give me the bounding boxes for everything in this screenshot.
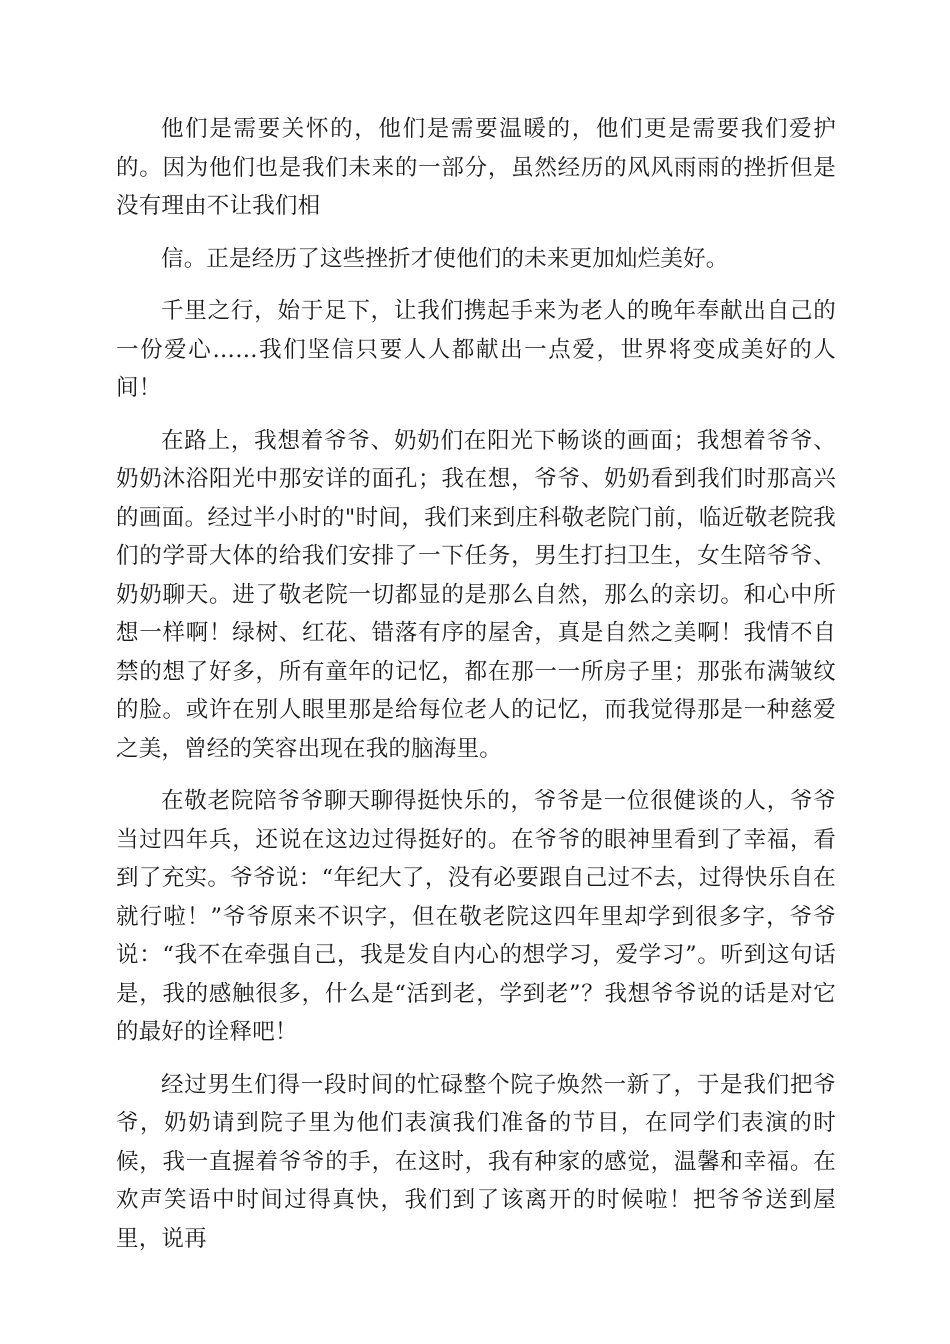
- paragraph-5: 在敬老院陪爷爷聊天聊得挺快乐的，爷爷是一位很健谈的人，爷爷当过四年兵，还说在这边过得挺好的。在爷爷的眼神里看到了幸福，看到了充实。爷爷说：“年纪大了，没有必要跟自己过不去，过得快乐自在就行啦！”爷爷原来不识字，但在敬老院这四年里却学到很多字，爷爷说：“我不在牵强自己，我是发自内心的想学习，爱学习”。听到这句话是，我的感触很多，什么是“活到老，学到老”？我想爷爷说的话是对它的最好的诠释吧！: [116, 788, 836, 1045]
- paragraph-3: 千里之行，始于足下，让我们携起手来为老人的晚年奉献出自己的一份爱心……我们坚信只要人人都献出一点爱，世界将变成美好的人间！: [116, 298, 836, 401]
- paragraph-1: 他们是需要关怀的，他们是需要温暖的，他们更是需要我们爱护的。因为他们也是我们未来的一部分，虽然经历的风风雨雨的挫折但是没有理由不让我们相: [116, 116, 836, 219]
- document-body: [116, 110, 836, 1272]
- paragraph-2: 信。正是经历了这些挫折才使他们的未来更加灿烂美好。: [161, 245, 729, 272]
- paragraph-4: 在路上，我想着爷爷、奶奶们在阳光下畅谈的画面；我想着爷爷、奶奶沐浴阳光中那安详的面孔；我在想，爷爷、奶奶看到我们时那高兴的画面。经过半小时的"时间，我们来到庄科敬老院门前，临近敬老院我们的学哥大体的给我们安排了一下任务，男生打扫卫生，女生陪爷爷、奶奶聊天。进了敬老院一切都显的是那么自然，那么的亲切。和心中所想一样啊！绿树、红花、错落有序的屋舍，真是自然之美啊！我情不自禁的想了好多，所有童年的记忆，都在那一一所房子里；那张布满皱纹的脸。或许在别人眼里那是给每位老人的记忆，而我觉得那是一种慈爱之美，曾经的笑容出现在我的脑海里。: [116, 427, 836, 762]
- paragraph-6: 经过男生们得一段时间的忙碌整个院子焕然一新了，于是我们把爷爷，奶奶请到院子里为他们表演我们准备的节目，在同学们表演的时候，我一直握着爷爷的手，在这时，我有种家的感觉，温馨和幸福。在欢声笑语中时间过得真快，我们到了该离开的时候啦！把爷爷送到屋里，说再: [116, 1071, 836, 1252]
